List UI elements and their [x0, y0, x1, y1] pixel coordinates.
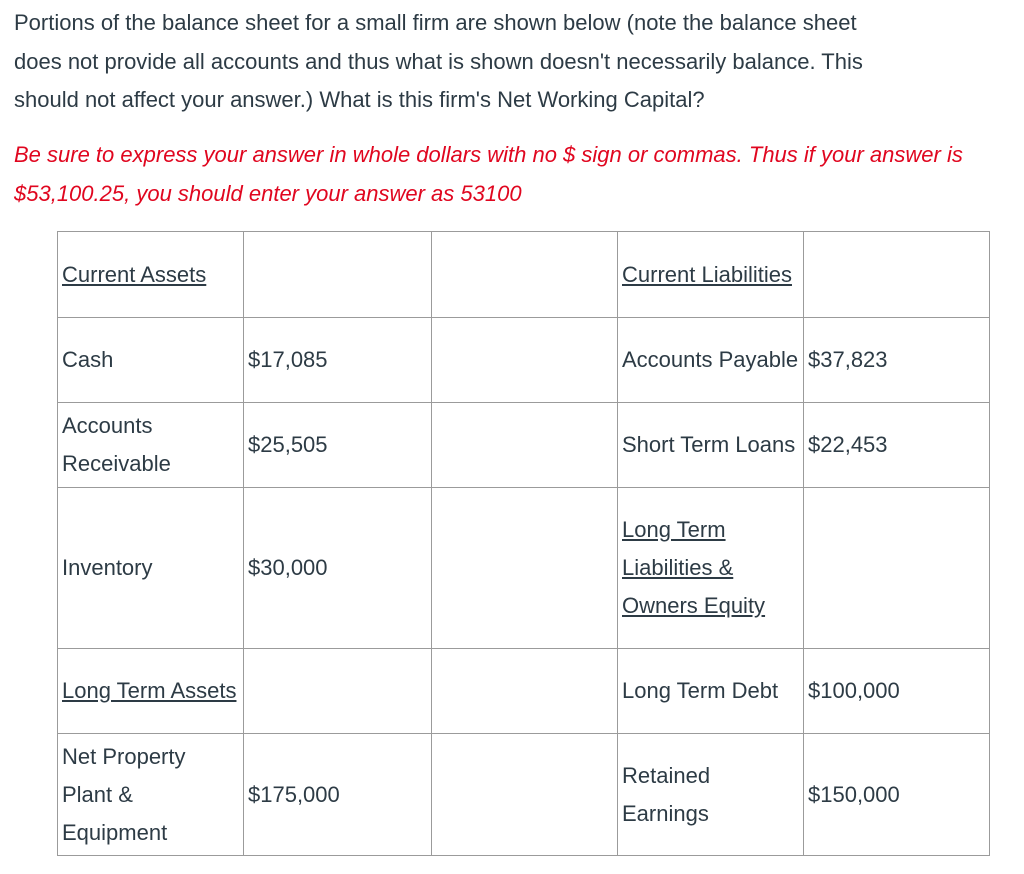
- empty-cell: [432, 734, 618, 856]
- empty-cell: [244, 232, 432, 318]
- liability-value: [804, 488, 990, 649]
- liability-value: $37,823: [804, 318, 990, 403]
- question-line-3: should not affect your answer.) What is this firm's Net Working Capital?: [14, 87, 705, 112]
- table-row: [58, 232, 990, 318]
- empty-cell: [432, 488, 618, 649]
- question-line-1: Portions of the balance sheet for a small firm are shown below (note the balance sheet: [14, 10, 857, 35]
- empty-cell: [432, 403, 618, 488]
- table-row: [58, 649, 990, 734]
- liability-value: $22,453: [804, 403, 990, 488]
- liability-label: Accounts Payable: [618, 318, 804, 403]
- table-row: [58, 488, 990, 649]
- current-liabilities-header: Current Liabilities: [618, 232, 804, 318]
- liability-label: Short Term Loans: [618, 403, 804, 488]
- asset-label: Cash: [58, 318, 244, 403]
- asset-value: [244, 649, 432, 734]
- asset-value: $30,000: [244, 488, 432, 649]
- liability-value: $150,000: [804, 734, 990, 856]
- table-row: [58, 734, 990, 856]
- instruction-line-2: $53,100.25, you should enter your answer as 53100: [14, 180, 522, 206]
- question-text: [14, 4, 1014, 120]
- instruction-line-1: Be sure to express your answer in whole dollars with no $ sign or commas. Thus if your answer is: [14, 142, 963, 167]
- empty-cell: [432, 232, 618, 318]
- table-row: [58, 403, 990, 488]
- table-row: [58, 318, 990, 403]
- liability-label: Retained Earnings: [618, 734, 804, 856]
- empty-cell: [432, 649, 618, 734]
- liability-label: Long Term Liabilities & Owners Equity: [618, 488, 804, 649]
- question-line-2: does not provide all accounts and thus what is shown doesn't necessarily balance. This: [14, 48, 863, 74]
- current-assets-header: Current Assets: [58, 232, 244, 318]
- liability-value: $100,000: [804, 649, 990, 734]
- asset-value: $175,000: [244, 734, 432, 856]
- liability-label: Long Term Debt: [618, 649, 804, 734]
- balance-sheet-table: [57, 231, 990, 856]
- asset-label: Accounts Receivable: [58, 403, 244, 488]
- asset-label: Inventory: [58, 488, 244, 649]
- empty-cell: [432, 318, 618, 403]
- answer-format-instruction: [14, 136, 1024, 213]
- asset-value: $17,085: [244, 318, 432, 403]
- asset-label: Long Term Assets: [58, 649, 244, 734]
- asset-label: Net Property Plant & Equipment: [58, 734, 244, 856]
- asset-value: $25,505: [244, 403, 432, 488]
- empty-cell: [804, 232, 990, 318]
